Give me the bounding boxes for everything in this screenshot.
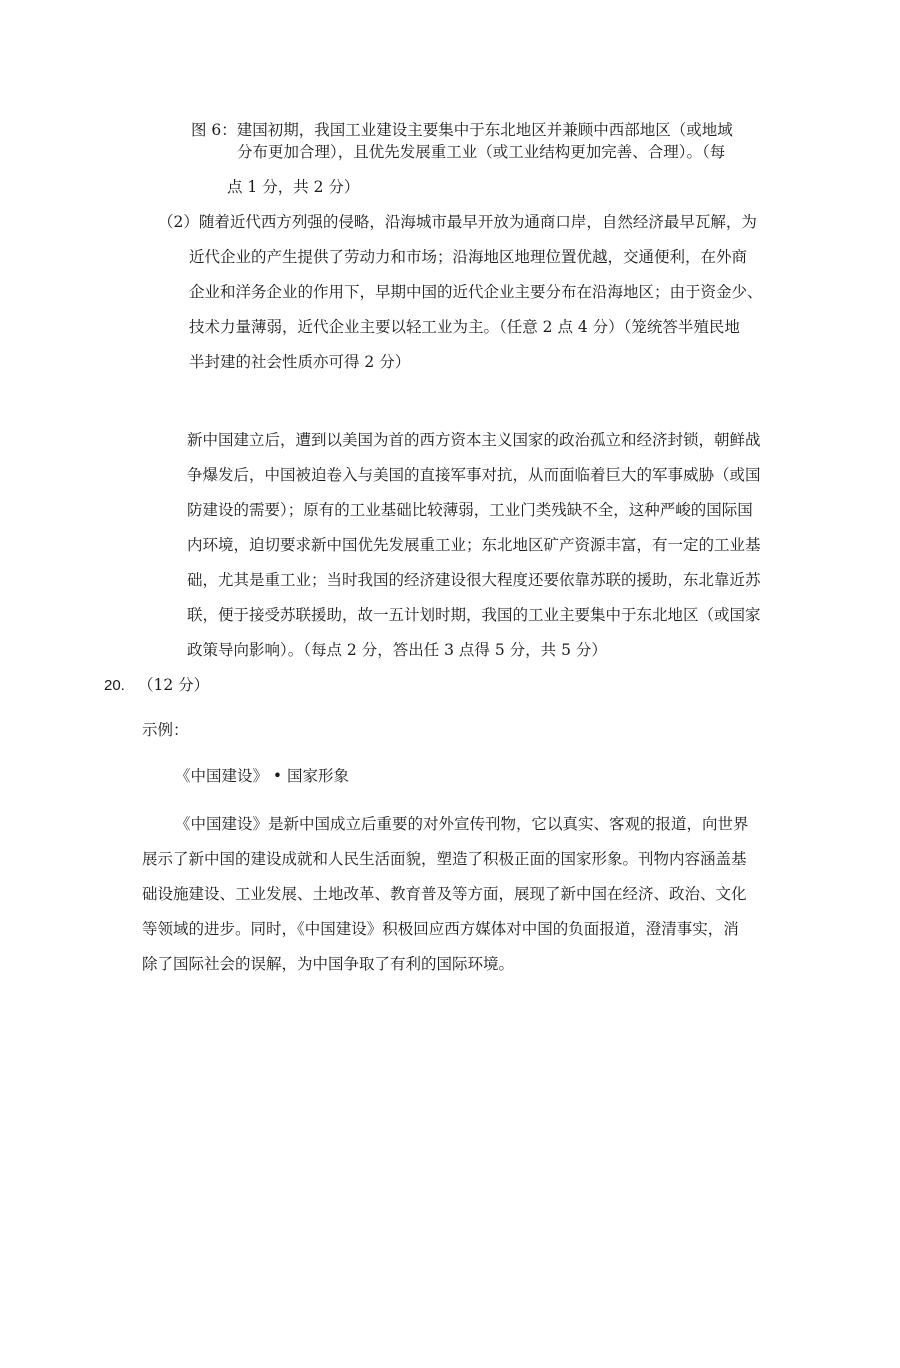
fig6-line-2: 分布更加合理），且优先发展重工业（或工业结构更加完善、合理）。（每 [237,143,726,161]
example-para-line-4: 等领域的进步。同时，《中国建设》积极回应西方媒体对中国的负面报道，澄清事实，消 [142,920,739,938]
fig6-line-1: 图 6：建国初期，我国工业建设主要集中于东北地区并兼顾中西部地区（或地域 [191,121,733,139]
example-label: 示例： [142,721,189,739]
q3-line-5: 础，尤其是重工业；当时我国的经济建设很大程度还要依靠苏联的援助，东北靠近苏 [187,571,761,589]
example-para-line-3: 础设施建设、工业发展、土地改革、教育普及等方面，展现了新中国在经济、政治、文化 [142,885,747,903]
q3-line-1: 新中国建立后，遭到以美国为首的西方资本主义国家的政治孤立和经济封锁，朝鲜战 [187,431,761,449]
question-number: 20. [104,677,125,694]
example-para-line-1: 《中国建设》是新中国成立后重要的对外宣传刊物，它以真实、客观的报道，向世界 [175,815,749,833]
question-score: （12 分） [138,676,210,694]
q3-line-4: 内环境，迫切要求新中国优先发展重工业；东北地区矿产资源丰富，有一定的工业基 [187,536,761,554]
q3-line-7: 政策导向影响）。（每点 2 分，答出任 3 点得 5 分，共 5 分） [187,641,607,659]
q2-line-1: （2）随着近代西方列强的侵略，沿海城市最早开放为通商口岸，自然经济最早瓦解，为 [158,213,757,231]
q2-line-2: 近代企业的产生提供了劳动力和市场；沿海地区地理位置优越，交通便利，在外商 [189,248,748,266]
example-para-line-2: 展示了新中国的建设成就和人民生活面貌，塑造了积极正面的国家形象。刊物内容涵盖基 [142,850,747,868]
example-title: 《中国建设》 • 国家形象 [175,767,349,785]
example-para-line-5: 除了国际社会的误解，为中国争取了有利的国际环境。 [142,955,515,973]
q2-line-4: 技术力量薄弱，近代企业主要以轻工业为主。（任意 2 点 4 分）（笼统答半殖民地 [189,318,740,336]
fig6-line-3: 点 1 分，共 2 分） [227,178,360,196]
q3-line-6: 联，便于接受苏联援助，故一五计划时期，我国的工业主要集中于东北地区（或国家 [187,606,761,624]
q3-line-3: 防建设的需要）；原有的工业基础比较薄弱，工业门类残缺不全，这种严峻的国际国 [187,501,753,519]
q2-line-5: 半封建的社会性质亦可得 2 分） [189,353,411,371]
q3-line-2: 争爆发后，中国被迫卷入与美国的直接军事对抗，从而面临着巨大的军事威胁（或国 [187,466,761,484]
q2-line-3: 企业和洋务企业的作用下，早期中国的近代企业主要分布在沿海地区；由于资金少、 [189,283,763,301]
